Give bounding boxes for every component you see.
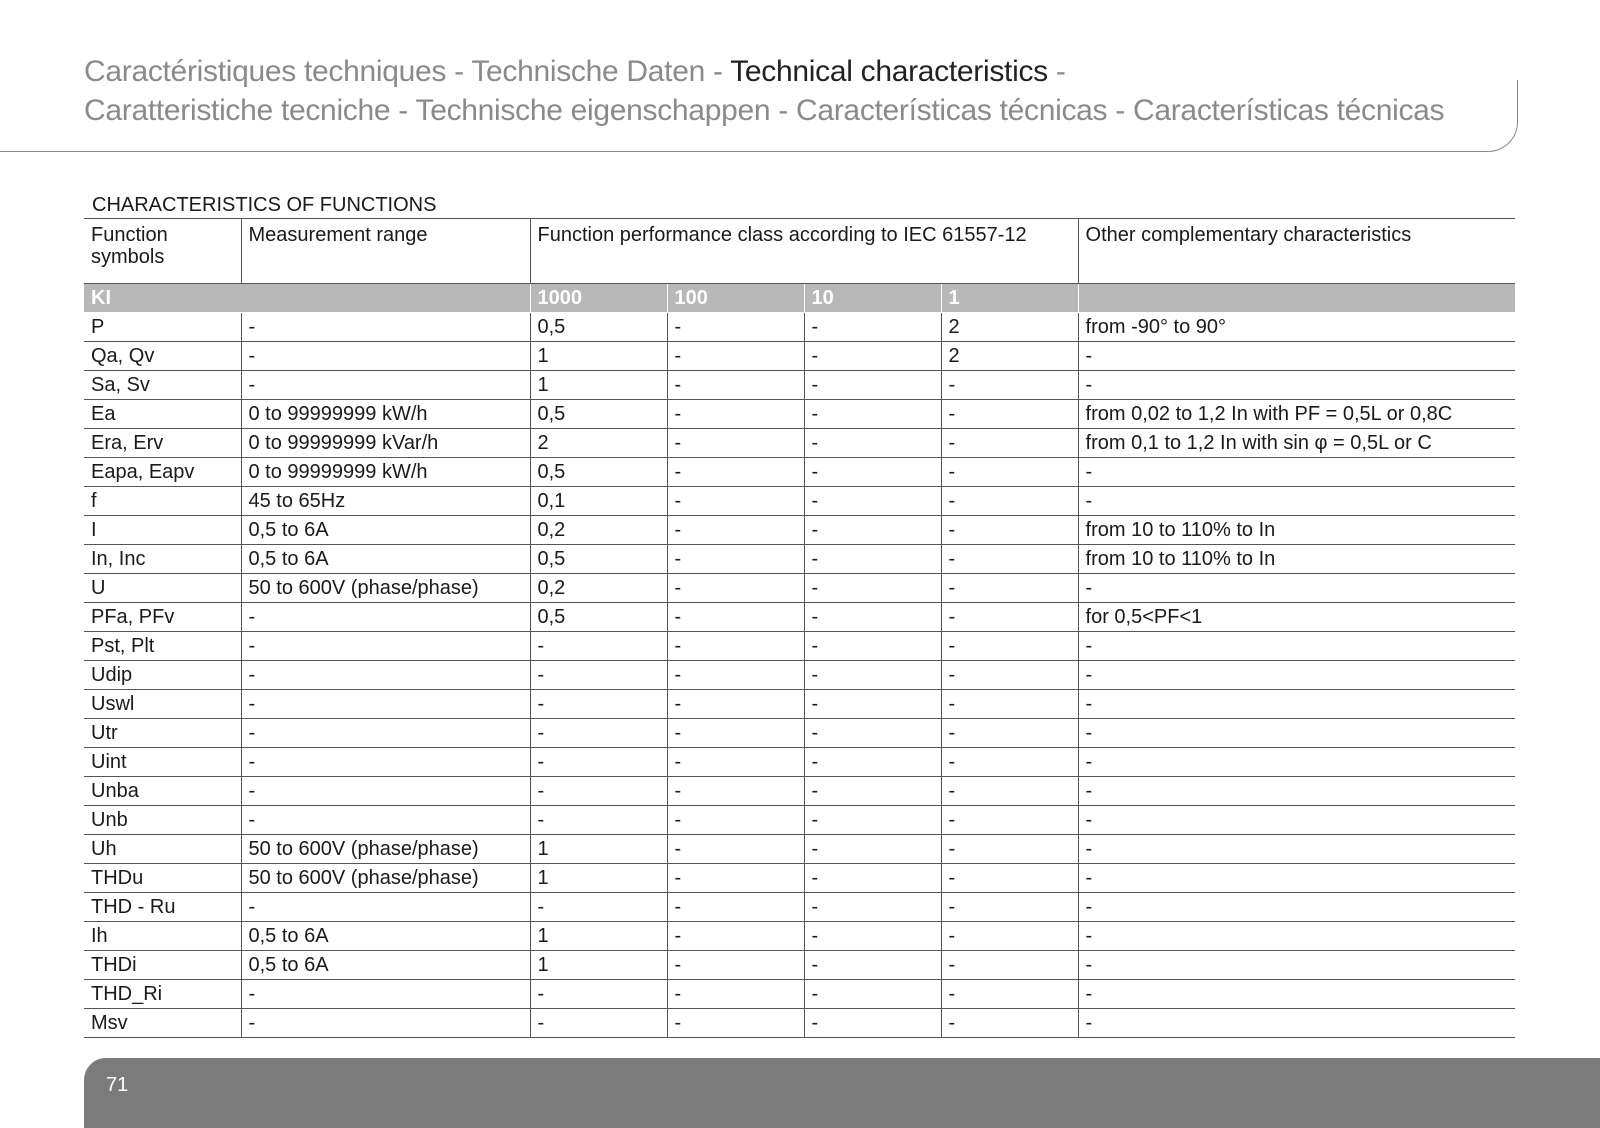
class-100-cell: - [667,545,804,574]
symbol-cell: PFa, PFv [84,603,241,632]
subheader-class-1: 1 [941,284,1078,313]
class-1000-cell: 0,5 [530,458,667,487]
class-10-cell: - [804,516,941,545]
table-row [84,342,1515,371]
symbol-cell: I [84,516,241,545]
class-1000-cell: - [530,748,667,777]
class-10-cell: - [804,806,941,835]
class-1-cell: - [941,922,1078,951]
class-10-cell: - [804,719,941,748]
class-1000-cell: 0,2 [530,574,667,603]
class-1000-cell: 1 [530,951,667,980]
symbol-cell: Uh [84,835,241,864]
page-number: 71 [106,1074,129,1096]
table-row [84,864,1515,893]
other-cell: - [1078,806,1515,835]
class-1-cell: - [941,516,1078,545]
table-row [84,719,1515,748]
other-cell: from -90° to 90° [1078,313,1515,342]
subheader-ki: KI [84,284,530,313]
range-cell: - [241,690,530,719]
other-cell: - [1078,893,1515,922]
class-1-cell: 2 [941,342,1078,371]
table-row [84,806,1515,835]
class-1000-cell: 1 [530,342,667,371]
characteristics-table [84,218,1515,1038]
range-cell: 50 to 600V (phase/phase) [241,835,530,864]
class-100-cell: - [667,516,804,545]
table-subheader-row [84,284,1515,313]
class-10-cell: - [804,429,941,458]
class-1-cell: - [941,487,1078,516]
class-10-cell: - [804,1009,941,1038]
class-100-cell: - [667,313,804,342]
class-10-cell: - [804,545,941,574]
range-cell: - [241,806,530,835]
title-line-2: Caratteristiche tecniche - Technische eigenschappen - Características técnicas - Características técnicas [84,94,1445,127]
symbol-cell: Pst, Plt [84,632,241,661]
class-1000-cell: - [530,893,667,922]
other-cell: - [1078,748,1515,777]
class-1000-cell: 0,5 [530,603,667,632]
table-row [84,545,1515,574]
class-1-cell: 2 [941,313,1078,342]
other-cell: from 0,1 to 1,2 In with sin φ = 0,5L or C [1078,429,1515,458]
class-100-cell: - [667,574,804,603]
class-1-cell: - [941,400,1078,429]
range-cell: - [241,980,530,1009]
class-1-cell: - [941,661,1078,690]
symbol-cell: Utr [84,719,241,748]
symbol-cell: Unba [84,777,241,806]
range-cell: - [241,748,530,777]
class-10-cell: - [804,371,941,400]
class-1000-cell: - [530,661,667,690]
class-1-cell: - [941,632,1078,661]
class-100-cell: - [667,429,804,458]
range-cell: 0 to 99999999 kW/h [241,458,530,487]
symbol-cell: P [84,313,241,342]
header-function-symbols: Function symbols [84,219,241,284]
class-100-cell: - [667,777,804,806]
other-cell: - [1078,719,1515,748]
class-100-cell: - [667,371,804,400]
table-body [84,313,1515,1038]
table-row [84,1009,1515,1038]
class-100-cell: - [667,1009,804,1038]
class-100-cell: - [667,487,804,516]
class-100-cell: - [667,342,804,371]
class-100-cell: - [667,864,804,893]
class-1-cell: - [941,806,1078,835]
symbol-cell: THDu [84,864,241,893]
table-row [84,922,1515,951]
range-cell: 50 to 600V (phase/phase) [241,574,530,603]
symbol-cell: THD_Ri [84,980,241,1009]
other-cell: - [1078,951,1515,980]
symbol-cell: Udip [84,661,241,690]
class-10-cell: - [804,864,941,893]
class-1000-cell: - [530,719,667,748]
other-cell: - [1078,342,1515,371]
other-cell: from 10 to 110% to In [1078,516,1515,545]
class-1-cell: - [941,429,1078,458]
class-1000-cell: 0,5 [530,400,667,429]
class-1-cell: - [941,864,1078,893]
class-10-cell: - [804,980,941,1009]
class-10-cell: - [804,748,941,777]
table-row [84,632,1515,661]
class-10-cell: - [804,487,941,516]
symbol-cell: Uswl [84,690,241,719]
title-line-1 [84,52,1524,91]
class-10-cell: - [804,922,941,951]
class-100-cell: - [667,922,804,951]
table-row [84,777,1515,806]
table-row [84,690,1515,719]
class-1000-cell: 2 [530,429,667,458]
range-cell: - [241,777,530,806]
table-row [84,516,1515,545]
range-cell: 0 to 99999999 kVar/h [241,429,530,458]
range-cell: - [241,1009,530,1038]
class-100-cell: - [667,719,804,748]
class-1000-cell: 0,5 [530,313,667,342]
class-10-cell: - [804,603,941,632]
header-measurement-range: Measurement range [241,219,530,284]
class-1-cell: - [941,1009,1078,1038]
symbol-cell: Ea [84,400,241,429]
other-cell: - [1078,574,1515,603]
class-100-cell: - [667,690,804,719]
class-1000-cell: 1 [530,864,667,893]
other-cell: - [1078,864,1515,893]
class-1000-cell: - [530,980,667,1009]
class-1000-cell: 0,1 [530,487,667,516]
class-1-cell: - [941,545,1078,574]
class-100-cell: - [667,661,804,690]
class-1-cell: - [941,835,1078,864]
class-1000-cell: - [530,1009,667,1038]
class-1-cell: - [941,980,1078,1009]
subheader-other [1078,284,1515,313]
symbol-cell: In, Inc [84,545,241,574]
class-10-cell: - [804,400,941,429]
class-1-cell: - [941,748,1078,777]
class-10-cell: - [804,342,941,371]
range-cell: - [241,719,530,748]
class-100-cell: - [667,400,804,429]
range-cell: - [241,313,530,342]
class-1-cell: - [941,777,1078,806]
range-cell: 0,5 to 6A [241,922,530,951]
range-cell: 0,5 to 6A [241,951,530,980]
symbol-cell: Era, Erv [84,429,241,458]
subheader-class-100: 100 [667,284,804,313]
class-10-cell: - [804,777,941,806]
range-cell: 50 to 600V (phase/phase) [241,864,530,893]
table-row [84,893,1515,922]
title-line-1-prefix: Caractéristiques techniques - Technische Daten - [84,55,731,88]
class-10-cell: - [804,835,941,864]
range-cell: - [241,632,530,661]
subheader-class-10: 10 [804,284,941,313]
class-100-cell: - [667,893,804,922]
class-1000-cell: - [530,777,667,806]
table-row [84,371,1515,400]
range-cell: 0,5 to 6A [241,545,530,574]
page-footer [84,1058,1600,1128]
other-cell: from 10 to 110% to In [1078,545,1515,574]
class-1-cell: - [941,719,1078,748]
range-cell: 0,5 to 6A [241,516,530,545]
class-10-cell: - [804,313,941,342]
header-performance-class: Function performance class according to IEC 61557-12 [530,219,1078,284]
symbol-cell: Eapa, Eapv [84,458,241,487]
table-row [84,748,1515,777]
range-cell: - [241,661,530,690]
class-10-cell: - [804,893,941,922]
symbol-cell: Uint [84,748,241,777]
class-10-cell: - [804,632,941,661]
other-cell: - [1078,980,1515,1009]
class-1-cell: - [941,458,1078,487]
other-cell: - [1078,922,1515,951]
class-1000-cell: - [530,632,667,661]
table-row [84,487,1515,516]
class-10-cell: - [804,574,941,603]
class-100-cell: - [667,980,804,1009]
class-1000-cell: 0,5 [530,545,667,574]
class-10-cell: - [804,690,941,719]
page-title [84,52,1524,130]
class-1-cell: - [941,690,1078,719]
other-cell: - [1078,371,1515,400]
table-row [84,429,1515,458]
class-1000-cell: 1 [530,922,667,951]
symbol-cell: THDi [84,951,241,980]
symbol-cell: f [84,487,241,516]
other-cell: - [1078,1009,1515,1038]
range-cell: - [241,371,530,400]
other-cell: - [1078,632,1515,661]
symbol-cell: U [84,574,241,603]
class-100-cell: - [667,632,804,661]
class-10-cell: - [804,661,941,690]
subheader-class-1000: 1000 [530,284,667,313]
class-10-cell: - [804,951,941,980]
range-cell: - [241,893,530,922]
other-cell: - [1078,487,1515,516]
table-row [84,603,1515,632]
table-row [84,951,1515,980]
class-100-cell: - [667,748,804,777]
class-100-cell: - [667,458,804,487]
class-1-cell: - [941,574,1078,603]
other-cell: - [1078,690,1515,719]
symbol-cell: Qa, Qv [84,342,241,371]
class-100-cell: - [667,835,804,864]
table-row [84,400,1515,429]
class-100-cell: - [667,951,804,980]
range-cell: 45 to 65Hz [241,487,530,516]
class-1000-cell: 0,2 [530,516,667,545]
class-1000-cell: - [530,806,667,835]
table-row [84,835,1515,864]
other-cell: from 0,02 to 1,2 In with PF = 0,5L or 0,8C [1078,400,1515,429]
range-cell: - [241,603,530,632]
class-10-cell: - [804,458,941,487]
class-1-cell: - [941,603,1078,632]
class-1000-cell: 1 [530,371,667,400]
other-cell: for 0,5<PF<1 [1078,603,1515,632]
section-heading: CHARACTERISTICS OF FUNCTIONS [92,194,437,216]
class-1-cell: - [941,371,1078,400]
symbol-cell: Msv [84,1009,241,1038]
class-1-cell: - [941,893,1078,922]
symbol-cell: THD - Ru [84,893,241,922]
table-row [84,313,1515,342]
other-cell: - [1078,777,1515,806]
title-line-1-emphasis: Technical characteristics [730,55,1048,88]
class-100-cell: - [667,806,804,835]
range-cell: - [241,342,530,371]
class-1000-cell: - [530,690,667,719]
range-cell: 0 to 99999999 kW/h [241,400,530,429]
table-row [84,458,1515,487]
symbol-cell: Ih [84,922,241,951]
symbol-cell: Unb [84,806,241,835]
table-row [84,574,1515,603]
class-100-cell: - [667,603,804,632]
class-1000-cell: 1 [530,835,667,864]
other-cell: - [1078,661,1515,690]
table-header-row [84,219,1515,284]
other-cell: - [1078,458,1515,487]
header-other-characteristics: Other complementary characteristics [1078,219,1515,284]
other-cell: - [1078,835,1515,864]
table-row [84,661,1515,690]
table-row [84,980,1515,1009]
title-line-1-suffix: - [1047,55,1066,88]
symbol-cell: Sa, Sv [84,371,241,400]
class-1-cell: - [941,951,1078,980]
